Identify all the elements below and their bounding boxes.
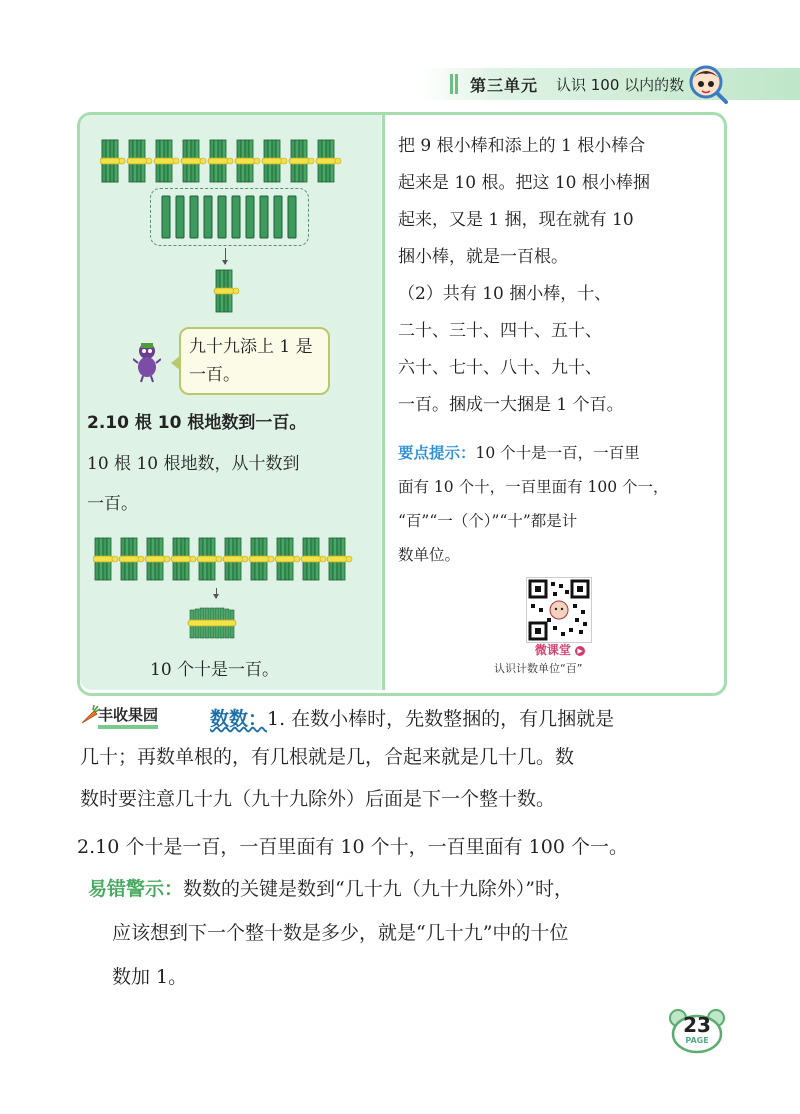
tip-line: 面有 10 个十，一百里面有 100 个一， bbox=[398, 478, 669, 496]
warn-line1 bbox=[88, 870, 728, 908]
harvest-line2: 几十；再数单根的，有几根就是几，合起来就是几十几。数 bbox=[80, 746, 575, 768]
bundles-row-top bbox=[100, 138, 350, 186]
right-line: 起来，又是 1 捆，现在就有 10 bbox=[398, 210, 634, 230]
left-paragraph-line1: 10 根 10 根地数，从十数到 bbox=[87, 454, 300, 474]
column-divider bbox=[382, 115, 385, 690]
right-line: 六十、七十、八十、九十、 bbox=[398, 358, 602, 378]
harvest-label: 丰收果园 bbox=[98, 705, 158, 729]
single-sticks bbox=[160, 194, 300, 240]
tip-line: 数单位。 bbox=[398, 546, 461, 564]
tip-line: “百”“一（个）”“十”都是计 bbox=[398, 512, 578, 530]
right-line: 捆小棒，就是一百根。 bbox=[398, 247, 568, 267]
warn-line3: 数加 1。 bbox=[112, 966, 188, 988]
tip-label: 要点提示： bbox=[398, 444, 476, 462]
unit-subtitle: 认识 100 以内的数 bbox=[556, 76, 685, 94]
left-caption: 10 个十是一百。 bbox=[150, 660, 280, 680]
page-number: 23 bbox=[683, 1013, 711, 1037]
speech-bubble: 九十九添上 1 是一百。 bbox=[179, 327, 330, 395]
play-icon: ▶ bbox=[575, 646, 585, 656]
qr-caption: 认识计数单位“百” bbox=[494, 662, 583, 675]
arrow-down-icon bbox=[216, 588, 217, 598]
right-line: 二十、三十、四十、五十、 bbox=[398, 321, 602, 341]
micro-class-badge[interactable] bbox=[528, 641, 592, 659]
harvest-line3: 数时要注意几十九（九十九除外）后面是下一个整十数。 bbox=[80, 788, 556, 810]
warn-text: 数数的关键是数到“几十九（九十九除外）”时， bbox=[183, 878, 573, 900]
micro-class-label: 微课堂 bbox=[534, 643, 571, 657]
right-line: （2）共有 10 捆小棒，十、 bbox=[398, 284, 612, 304]
grape-mascot-icon bbox=[133, 341, 161, 383]
right-line: 把 9 根小棒和添上的 1 根小棒合 bbox=[398, 136, 646, 156]
qr-code-icon[interactable] bbox=[526, 577, 592, 643]
tip-block bbox=[398, 436, 716, 572]
tip-line: 10 个十是一百，一百里 bbox=[475, 444, 640, 462]
harvest-line1 bbox=[210, 700, 722, 738]
warn-line2: 应该想到下一个整十数是多少，就是“几十九”中的十位 bbox=[112, 922, 569, 944]
page-word: PAGE bbox=[685, 1036, 709, 1045]
carrot-icon bbox=[80, 705, 100, 725]
harvest-line4: 2.10 个十是一百，一百里面有 10 个十，一百里面有 100 个一。 bbox=[77, 836, 628, 858]
right-paragraph bbox=[398, 128, 716, 424]
header-bars-icon bbox=[450, 74, 460, 94]
bundles-row-bottom bbox=[93, 536, 363, 584]
big-bundle-icon bbox=[186, 604, 238, 642]
harvest-text: 1. 在数小棒时，先数整捆的，有几捆就是 bbox=[267, 708, 615, 730]
new-bundle-icon bbox=[212, 266, 242, 314]
unit-title: 第三单元 bbox=[470, 76, 539, 95]
page-header bbox=[0, 68, 800, 100]
left-paragraph-line2: 一百。 bbox=[87, 494, 138, 514]
arrow-down-icon bbox=[225, 248, 226, 264]
right-line: 起来是 10 根。把这 10 根小棒捆 bbox=[398, 173, 650, 193]
section-heading: 2.10 根 10 根地数到一百。 bbox=[87, 413, 307, 433]
magnifier-mascot-icon bbox=[688, 64, 728, 104]
warn-label: 易错警示： bbox=[88, 878, 184, 900]
right-line: 一百。捆成一大捆是 1 个百。 bbox=[398, 395, 624, 415]
count-label: 数数： bbox=[210, 708, 268, 730]
